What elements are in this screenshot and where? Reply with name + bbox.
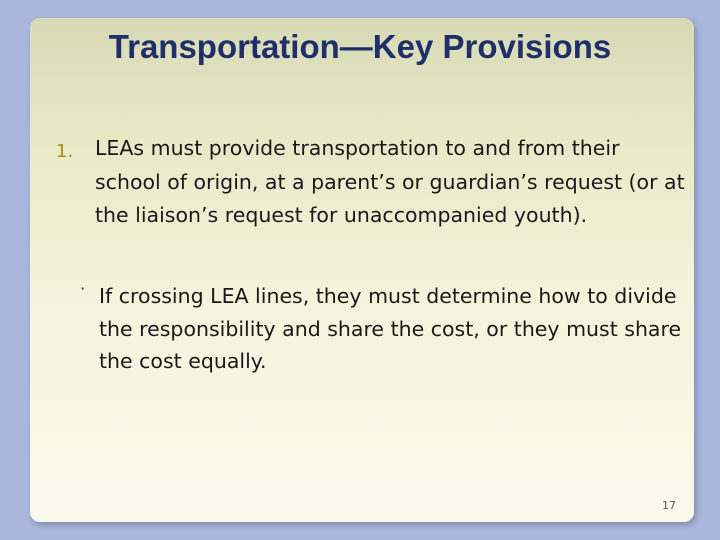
sub-bullet-text: If crossing LEA lines, they must determine how to divide the responsibility and share the cost, or they must share the cost equally. [99,284,682,373]
sub-bullet-marker: · [80,279,86,298]
slide-title: Transportation—Key Provisions [108,28,612,65]
list-item-text: LEAs must provide transportation to and from their school of origin, at a parent’s or guardian’s request (or at the liaison’s request for unaccompanied youth). [95,136,685,227]
list-item-number: 1. [56,141,74,162]
slide-panel [30,18,694,522]
page-number: 17 [662,499,676,512]
